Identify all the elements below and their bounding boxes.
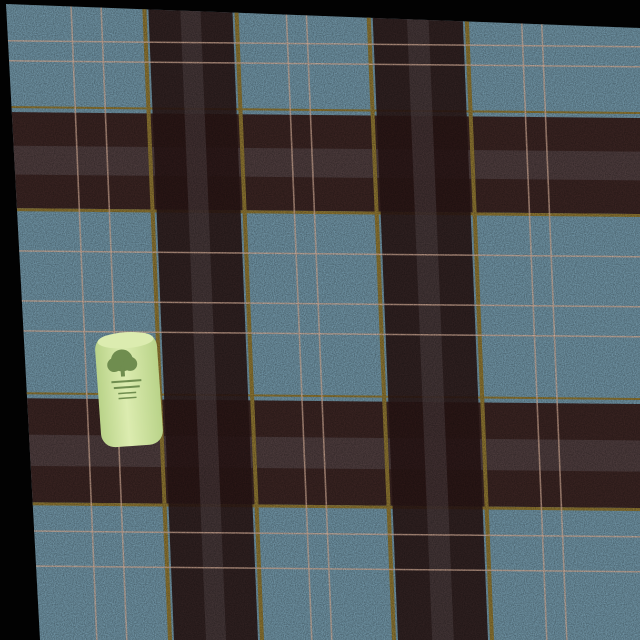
beverage-can <box>94 330 164 448</box>
can-body <box>94 332 164 448</box>
